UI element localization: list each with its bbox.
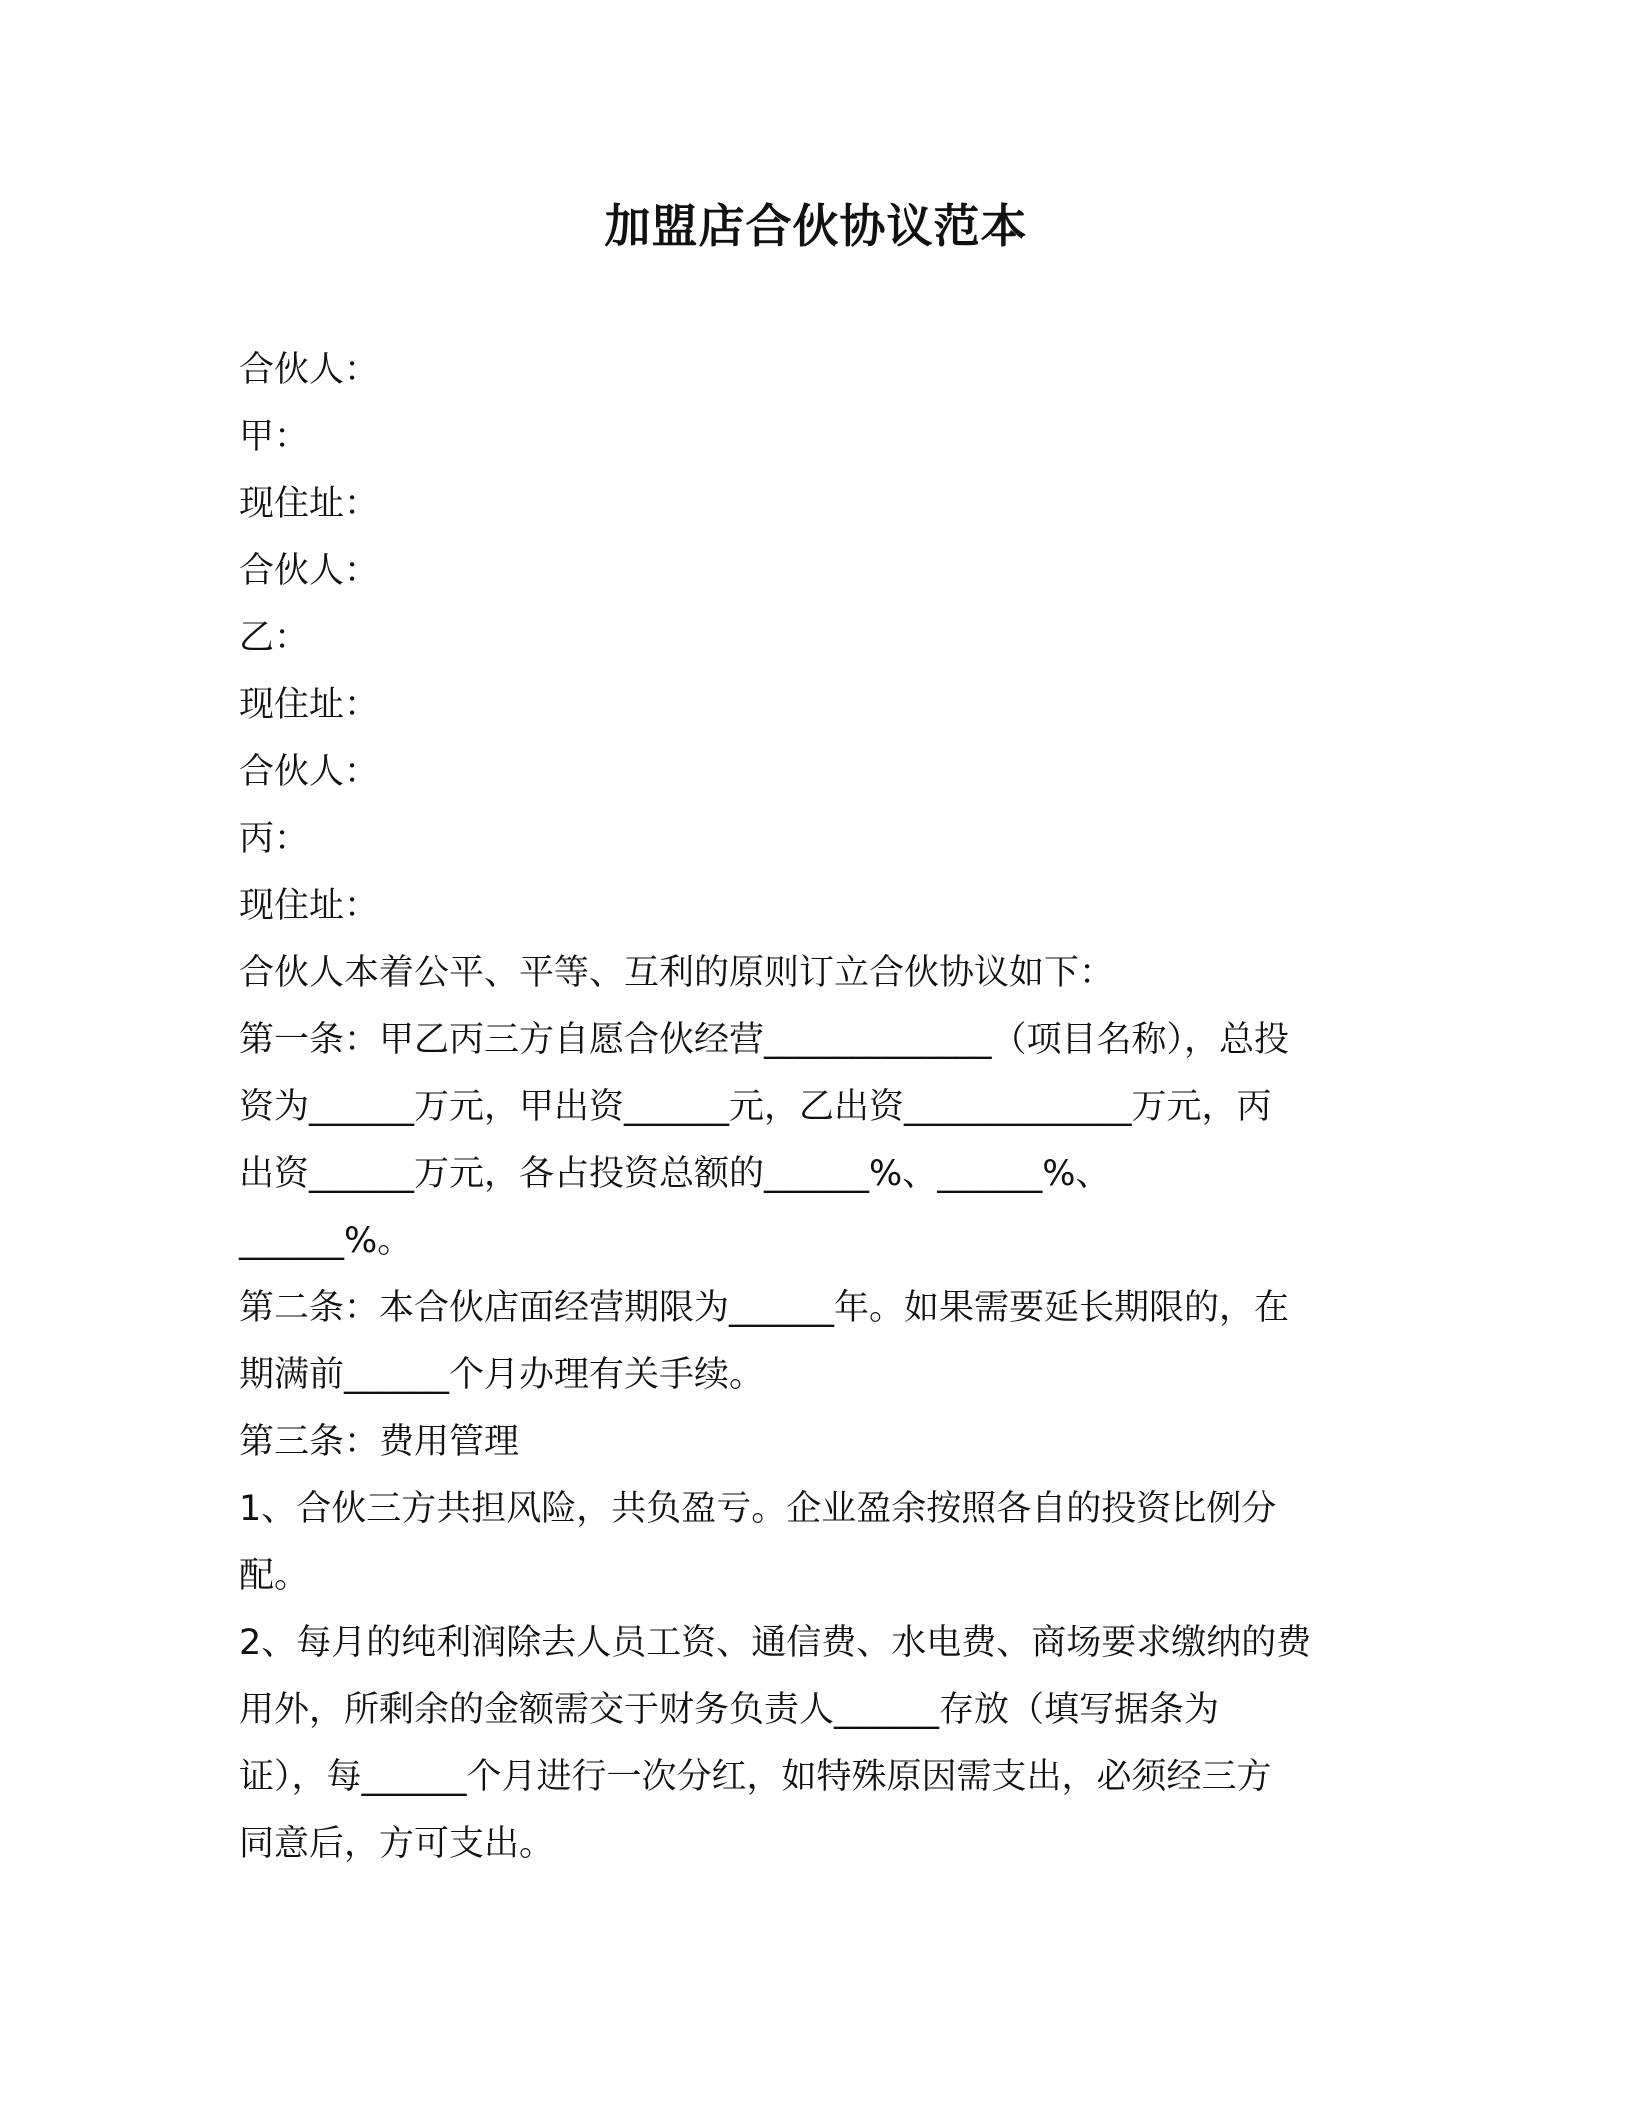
text-line: ______%。 xyxy=(239,1221,413,1261)
text-line: 2、每月的纯利润除去人员工资、通信费、水电费、商场要求缴纳的费 xyxy=(239,1623,1312,1663)
document-body xyxy=(239,337,1399,1878)
text-line: 证），每______个月进行一次分红，如特殊原因需支出，必须经三方 xyxy=(239,1757,1272,1797)
text-line: 合伙人： xyxy=(239,551,380,591)
text-line: 现住址： xyxy=(239,685,380,725)
text-line: 乙： xyxy=(239,618,310,658)
text-line: 资为______万元，甲出资______元，乙出资_____________万元，丙 xyxy=(239,1087,1272,1127)
text-line: 第三条：费用管理 xyxy=(239,1422,520,1462)
text-line: 1、合伙三方共担风险，共负盈亏。企业盈余按照各自的投资比例分 xyxy=(239,1489,1277,1529)
text-line: 合伙人本着公平、平等、互利的原则订立合伙协议如下： xyxy=(239,953,1115,993)
text-line: 现住址： xyxy=(239,886,380,926)
text-line: 甲： xyxy=(239,417,310,457)
text-line: 合伙人： xyxy=(239,752,380,792)
text-line: 期满前______个月办理有关手续。 xyxy=(239,1355,765,1395)
document-title: 加盟店合伙协议范本 xyxy=(604,199,1028,253)
text-line: 用外，所剩余的金额需交于财务负责人______存放（填写据条为 xyxy=(239,1690,1220,1730)
text-line: 第二条：本合伙店面经营期限为______年。如果需要延长期限的，在 xyxy=(239,1288,1290,1328)
text-line: 出资______万元，各占投资总额的______%、______%、 xyxy=(239,1154,1111,1194)
text-line: 丙： xyxy=(239,819,310,859)
text-line: 现住址： xyxy=(239,484,380,524)
text-line: 同意后，方可支出。 xyxy=(239,1824,555,1864)
text-line: 配。 xyxy=(239,1556,310,1596)
text-line: 第一条：甲乙丙三方自愿合伙经营_____________（项目名称），总投 xyxy=(239,1020,1290,1060)
text-line: 合伙人： xyxy=(239,350,380,390)
